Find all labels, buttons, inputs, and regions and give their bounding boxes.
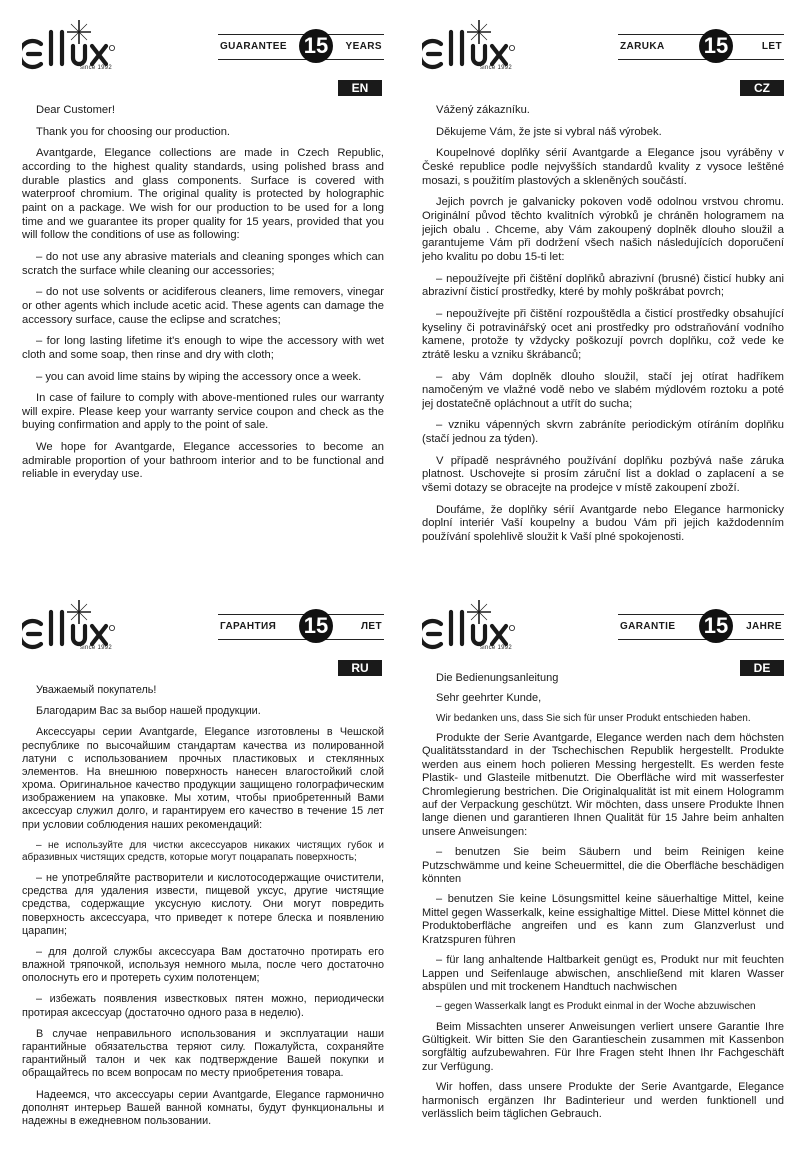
paragraph-3: Produkte der Serie Avantgarde, Elegance werden nach dem höchsten Qualitätsstandard in der Tschechischen Republik hergestellt. Produkte werden aus einem hoch polieren Messing hergestellt. Es werden feste Plastik- und Glasteile mitbenutzt. Die Oberfläche wird mit wasserfester Chromlegierung bestrichen. Die Originalqualität ist mit einem Hologramm auf der Verpackung geschützt. Wir möchten, dass unsere Produkte Ihnen lange dienen und garantieren Ihnen Qualität für 15 Jahre beim anhalten unsere Anweisungen:: [422, 732, 784, 838]
guarantee-unit-label: YEARS: [345, 41, 382, 52]
guarantee-banner: [618, 614, 784, 640]
guarantee-years-badge: 15: [299, 29, 333, 63]
paragraph-2: Avantgarde, Elegance collections are made in Czech Republic, according to the highest quality standards, using polished brass and durable plastics and glass components. Surface is covered with waterproof chromium. The original quality is protected by holographic paint on a package. We wish for our production to be used for a long time and we guarantee its proper quality for 15 years, provided that you will follow the conditions of use as following:: [22, 147, 384, 242]
guarantee-label: ГАРАНТИЯ: [220, 621, 277, 632]
warranty-text: [22, 684, 384, 1136]
paragraph-5: – nepoužívejte při čištění rozpouštědla a čisticí prostředky obsahující kyseliny či potravinářský ocet ani prostředky pro odstraňování vodního kamene, protože ty vždycky poškozují povrch doplňku, což vede ke ztrátě lesku a vzniku škrábanců;: [422, 307, 784, 361]
paragraph-7: In case of failure to comply with above-mentioned rules our warranty will expire. Please keep your warranty service coupon and check as the buying confirmation and apply to the point of sale.: [22, 392, 384, 432]
paragraph-8: We hope for Avantgarde, Elegance accessories to become an admirable proportion of your bathroom interior and to be functional and reliable in everyday use.: [22, 441, 384, 481]
paragraph-8: Beim Missachten unserer Anweisungen verliert unsere Garantie Ihre Gültigkeit. Wir bitten Sie den Garantieschein zusammen mit Kassenbon sorgfältig aufzubewahren. Für Ihre Fragen steht Ihnen Ihr Fachgeschäft zur Verfügung.: [422, 1020, 784, 1073]
paragraph-7: – gegen Wasserkalk langt es Produkt einmal in der Woche abzuwischen: [436, 1001, 756, 1013]
paragraph-2: Аксессуары серии Avantgarde, Elegance изготовлены в Чешской республике по высочайшим стандартам качества из полированной латуни с использованием прочных пластиковых и стеклянных элементов. На внешнюю поверхность нанесен влагостойкий слой хрома. Оригинальное качество продукции защищено голографическим изображением на упаковке. Мы хотим, чтобы приобретенный Вами аксессуар служил долго, и гарантируем его качество в течение 15 лет при условии соблюдения наших рекомендаций:: [22, 726, 384, 831]
since-label: since 1992: [80, 65, 113, 71]
warranty-text: [22, 104, 384, 490]
paragraph-6: – избежать появления известковых пятен можно, периодически протирая аксессуар (достаточно одного раза в неделю).: [22, 993, 384, 1019]
paragraph-5: – для долгой службы аксессуара Вам достаточно протирать его влажной тряпочкой, используя немного мыла, после чего достаточно ополоснуть его и протереть сухим полотенцем;: [22, 945, 384, 985]
paragraph-1: Thank you for choosing our production.: [36, 125, 231, 138]
paragraph-5: – benutzen Sie keine Lösungsmittel keine säuerhaltige Mittel, keine Mittel gegen Wasserkalk, keine essighaltige Mittel. Diese Mittel könnet die Produktoberfläche angreifen und es kann zum Glanzverlust und Kratzspuren führen: [422, 893, 784, 946]
ellux-logo: [422, 598, 524, 656]
ellux-logo: [22, 18, 124, 76]
paragraph-2: Koupelnové doplňky sérií Avantgarde a Elegance jsou vyráběny v České republice podle nejvyšších standardů kvality z vysoce leštěné mosazi, s použitím plastových a skleněných součástí.: [422, 147, 784, 187]
paragraph-9: Wir hoffen, dass unsere Produkte der Serie Avantgarde, Elegance harmonisch ergänzen Ihr Badinterieur und werden funktionell und verlässlich beim täglichen Gebrauch.: [422, 1081, 784, 1120]
paragraph-1: Sehr geehrter Kunde,: [436, 692, 542, 705]
guarantee-unit-label: ЛЕТ: [361, 621, 382, 632]
since-label: since 1992: [480, 65, 513, 71]
guarantee-unit-label: LET: [761, 41, 782, 52]
paragraph-4: – do not use solvents or acidiferous cleaners, lime removers, vinegar or other agents which include acetic acid. These agents can damage the accessory surface, cause the eclipse and scratches;: [22, 286, 384, 326]
paragraph-8: Надеемся, что аксессуары серии Avantgarde, Elegance гармонично дополнят интерьер Вашей ванной комнаты, будут функциональны и надежны в ежедневном пользовании.: [22, 1088, 384, 1127]
paragraph-2: Wir bedanken uns, dass Sie sich für unser Produkt entschieden haben.: [436, 712, 751, 724]
language-badge: EN: [338, 80, 382, 96]
paragraph-6: – aby Vám doplněk dlouho sloužil, stačí jej otírat hadříkem namočeným ve vlažné vodě nebo ve slabém mýdlovém roztoku a poté jej dostatečně opláchnout a utřít do sucha;: [422, 370, 784, 410]
guarantee-label: GARANTIE: [620, 621, 676, 632]
paragraph-8: V případě nesprávného používání doplňku pozbývá naše záruka platnost. Uschovejte si prosím záruční list a doklad o zaplacení a se všemi dotazy se obracejte na prodejce v místě zakoupení zboží.: [422, 454, 784, 495]
paragraph-1: Благодарим Вас за выбор нашей продукции.: [36, 705, 261, 718]
paragraph-3: – do not use any abrasive materials and cleaning sponges which can scratch the surface while cleaning our accessories;: [22, 250, 384, 277]
guarantee-unit-label: JAHRE: [746, 621, 782, 632]
paragraph-3: – не используйте для чистки аксессуаров никаких чистящих губок и абразивных чистящих средств, которые могут поцарапать поверхность;: [22, 839, 384, 863]
paragraph-6: – you can avoid lime stains by wiping the accessory once a week.: [36, 370, 362, 383]
paragraph-0: Vážený zákazníku.: [436, 104, 530, 116]
guarantee-label: ZARUKA: [620, 41, 665, 52]
paragraph-0: Die Bedienungsanleitung: [436, 672, 559, 684]
ellux-logo: [22, 598, 124, 656]
guarantee-banner: [218, 614, 384, 640]
paragraph-5: – for long lasting lifetime it's enough to wipe the accessory with wet cloth and some soap, then rinse and dry with cloth;: [22, 335, 384, 361]
language-badge: CZ: [740, 80, 784, 96]
warranty-text: [422, 104, 784, 553]
paragraph-0: Dear Customer!: [36, 104, 115, 116]
paragraph-4: – nepoužívejte při čištění doplňků abrazivní (brusné) čisticí hubky ani abrazivní čisticí prostředky, které by mohly poškrábat povrch;: [422, 272, 784, 299]
paragraph-6: – für lang anhaltende Haltbarkeit genügt es, Produkt nur mit feuchten Lappen und Seifenlauge abwischen, anschließend mit klaren Wasser abspülen und mit trockenem Handtuch nachwischen: [422, 954, 784, 993]
ellux-logo: [422, 18, 524, 76]
paragraph-3: Jejich povrch je galvanicky pokoven vodě odolnou vrstvou chromu. Originální původ těchto kvalitních výrobků je chráněn hologramem na jejich obalu . Chceme, aby Vám zakoupený doplněk dlouho sloužil a garantujeme Vám při dodržení všech našich následujících doporučení jeho kvalitu po dobu 15-ti let:: [422, 196, 784, 263]
guarantee-banner: [618, 34, 784, 60]
language-badge: DE: [740, 660, 784, 676]
since-label: since 1992: [80, 645, 113, 651]
warranty-panel-cz: [422, 0, 792, 560]
guarantee-years-badge: 15: [699, 609, 733, 643]
paragraph-4: – benutzen Sie beim Säubern und beim Reinigen keine Putzschwämme und keine Scheuermittel, die die Oberfläche beschädigen könnten: [422, 846, 784, 886]
paragraph-7: В случае неправильного использования и эксплуатации наши гарантийные обязательства теряют силу. Пожалуйста, сохраняйте гарантийный талон и чек как подтверждение Вашей покупки и обращайтесь по всем вопросам по месту приобретения товара.: [22, 1027, 384, 1080]
paragraph-9: Doufáme, že doplňky sérií Avantgarde nebo Elegance harmonicky doplní interiér Vaší koupelny a budou Vám při jejich každodenním používání spolehlivě sloužit k Vaší plné spokojenosti.: [422, 503, 784, 544]
since-label: since 1992: [480, 645, 513, 651]
guarantee-banner: [218, 34, 384, 60]
warranty-text: [422, 672, 784, 1128]
language-badge: RU: [338, 660, 382, 676]
paragraph-0: Уважаемый покупатель!: [36, 684, 157, 696]
guarantee-label: GUARANTEE: [220, 41, 287, 52]
warranty-panel-de: [422, 580, 792, 1140]
paragraph-7: – vzniku vápenných skvrn zabráníte periodickým otíráním doplňku (stačí jednou za týden).: [422, 419, 784, 446]
guarantee-years-badge: 15: [299, 609, 333, 643]
paragraph-4: – не употребляйте растворители и кислотосодержащие очистители, средства для удаления извести, пищевой уксус, другие чистящие средства, содержащие уксусную кислоту. Они могут повредить поверхность аксессуара, что приведет к потере блеска и появлению царапин;: [22, 872, 384, 937]
guarantee-years-badge: 15: [699, 29, 733, 63]
paragraph-1: Děkujeme Vám, že jste si vybral náš výrobek.: [436, 125, 662, 138]
warranty-panel-ru: [22, 580, 392, 1140]
warranty-panel-en: [22, 0, 392, 560]
